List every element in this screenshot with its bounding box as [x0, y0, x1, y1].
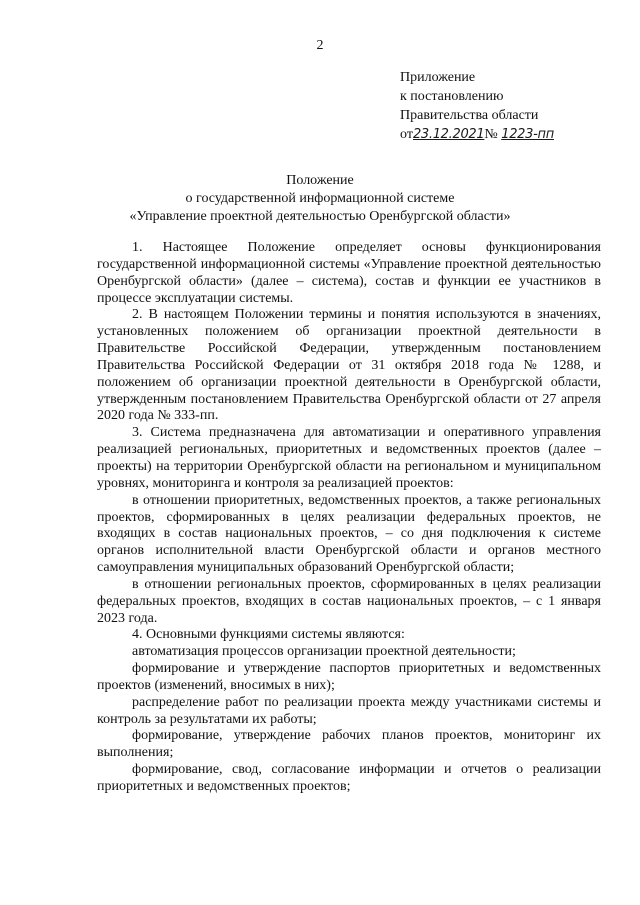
handwritten-number: 1223-пп: [501, 127, 554, 142]
appendix-line: Правительства области: [400, 108, 539, 123]
body-paragraph: в отношении приоритетных, ведомственных проектов, а также региональных проектов, сформированных в целях реализации федеральных проектов, не входящих в состав национальных проектов, – со дня подключения к системе органов исполнительной власти Оренбургской области и органов местного самоуправления муниципальных образований Оренбургской области;: [97, 492, 601, 576]
appendix-date-line: [400, 125, 630, 144]
body-paragraph: формирование, свод, согласование информации и отчетов о реализации приоритетных и ведомственных проектов;: [97, 762, 601, 794]
appendix-from-prefix: от: [400, 127, 413, 142]
body-paragraph: 3. Система предназначена для автоматизации и оперативного управления реализацией региональных, приоритетных и ведомственных проектов (далее – проекты) на территории Оренбургской области на региональном и муниципальном уровнях, мониторинга и контроля за реализацией проектов:: [97, 425, 601, 491]
body-paragraph: в отношении региональных проектов, сформированных в целях реализации федеральных проектов, входящих в состав национальных проектов, – с 1 января 2023 года.: [97, 576, 601, 626]
document-body: [97, 240, 601, 796]
body-paragraph: формирование, утверждение рабочих планов проектов, мониторинг их выполнения;: [97, 728, 601, 761]
appendix-number-prefix: №: [484, 127, 498, 142]
appendix-block: [400, 68, 630, 144]
body-paragraph: 2. В настоящем Положении термины и понятия используются в значениях, установленных положением об организации проектной деятельности в Правительстве Российской Федерации, утвержденным постановлением Правительства Российской Федерации от 31 октября 2018 года № 1288, и положением об организации проектной деятельности в Оренбургской области, утвержденным постановлением Правительства Оренбургской области от 27 апреля 2020 года № 333-пп.: [97, 307, 601, 424]
title-line: о государственной информационной системе: [185, 191, 455, 206]
appendix-line: Приложение: [400, 70, 476, 85]
body-paragraph: 4. Основными функциями системы являются:: [132, 627, 405, 643]
page-number: 2: [316, 38, 324, 53]
body-paragraph: формирование и утверждение паспортов приоритетных и ведомственных проектов (изменений, вносимых в них);: [97, 661, 601, 693]
title-line: «Управление проектной деятельностью Оренбургской области»: [129, 209, 511, 224]
appendix-line: к постановлению: [400, 89, 504, 104]
body-paragraph: 1. Настоящее Положение определяет основы функционирования государственной информационной системы «Управление проектной деятельностью Оренбургской области» (далее – система), состав и функции ее участников в процессе эксплуатации системы.: [97, 240, 601, 306]
body-paragraph: автоматизация процессов организации проектной деятельности;: [132, 644, 516, 660]
body-paragraph: распределение работ по реализации проекта между участниками системы и контроль за результатами их работы;: [97, 694, 601, 727]
handwritten-date: 23.12.2021: [412, 127, 485, 142]
title-line: Положение: [286, 173, 354, 188]
document-title: [0, 172, 640, 226]
